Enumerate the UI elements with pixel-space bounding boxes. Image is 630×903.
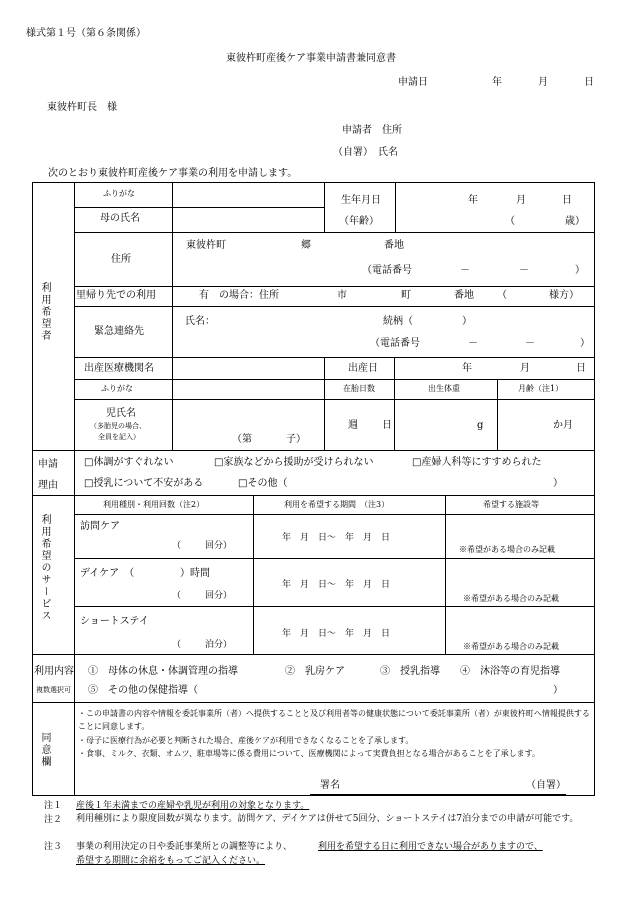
consent-para-2: ・母子に医療行為が必要と判断された場合、産後ケアが利用できなくなることを了承します。 (78, 736, 414, 745)
consent-para-3: ・食事、ミルク、衣類、オムツ、駐車場等に係る費用について、医療機関によって実費負担となる場合があることを了承します。 (78, 749, 540, 758)
day-care-hours: ）時間 (180, 568, 210, 579)
tel-close: ） (575, 265, 585, 276)
mother-name-label: 母の氏名 (100, 213, 140, 224)
shi-text: 市 (337, 290, 347, 301)
addressee: 東彼杵町長 様 (47, 102, 117, 113)
child-furigana-label: ふりがな (101, 384, 133, 393)
note-3-label: 注３ (44, 842, 63, 852)
reason-breastfeeding[interactable]: □授乳について不安がある (84, 478, 204, 489)
content-breast-care[interactable]: ② 乳房ケア (285, 666, 345, 677)
signature-line[interactable] (310, 794, 566, 795)
birth-day-label: 日 (562, 195, 572, 206)
day-care-times: 回分） (205, 591, 233, 601)
note-3-text-b: 利用を希望する日に利用できない場合がありますので、 (318, 842, 543, 852)
months-label: か月 (553, 420, 573, 431)
intro-text: 次のとおり東彼杵町産後ケア事業の利用を申請します。 (48, 168, 298, 179)
visit-care-label: 訪問ケア (80, 521, 120, 532)
content-rest[interactable]: ① 母体の休息・体調管理の指導 (88, 666, 238, 677)
apply-month-label: 月 (538, 77, 548, 88)
em-tel-close: ） (580, 338, 590, 349)
day-care-open: （ (172, 591, 182, 601)
day-care-label: デイケア （ (80, 568, 135, 579)
content-other-close: ） (553, 685, 563, 696)
col-service-type: 利用種別・利用回数（注2） (103, 500, 205, 509)
visit-open: （ (172, 541, 182, 551)
apply-date-label: 申請日 (398, 77, 428, 88)
day-care-period: 年 月 日～ 年 月 日 (282, 580, 391, 590)
content-bathing[interactable]: ④ 沐浴等の育児指導 (460, 666, 560, 677)
reason-label-2: 理由 (38, 480, 58, 491)
week-label: 週 (348, 420, 358, 431)
form-title: 東彼杵町産後ケア事業申請書兼同意書 (226, 53, 396, 64)
em-tel-label: （電話番号 (370, 338, 420, 349)
content-sublabel: 複数選択可 (36, 686, 71, 694)
note-2-text: 利用種別により限度回数が異なります。訪問ケア、デイケアは併せて5回分、ショートステイは7泊分までの申請が可能です。 (76, 814, 579, 824)
visit-period: 年 月 日～ 年 月 日 (282, 533, 391, 543)
col-facility: 希望する施設等 (483, 500, 539, 509)
short-stay-period: 年 月 日～ 年 月 日 (282, 629, 391, 639)
age-open: （ (505, 216, 515, 227)
reason-poor-health[interactable]: □体調がすぐれない (84, 457, 174, 468)
consent-label: 同意欄 (39, 732, 50, 768)
short-stay-label: ショートステイ (80, 616, 149, 627)
town-text: 東彼杵町 (186, 240, 226, 251)
child-note-1: （多胎児の場合、 (90, 422, 146, 430)
applicant-address-label: 申請者 住所 (342, 125, 402, 136)
go-text: 郷 (301, 240, 311, 251)
age-close: 歳） (565, 216, 585, 227)
ko-label: 子） (286, 434, 306, 445)
reason-other-close: ） (553, 478, 563, 489)
birth-month-label: 月 (516, 195, 526, 206)
gest-day-label: 日 (382, 420, 392, 431)
age-label: （年齢） (339, 216, 379, 227)
tel-label: （電話番号 (362, 265, 412, 276)
birthdate-label: 生年月日 (341, 195, 381, 206)
bd-month: 月 (520, 363, 530, 374)
reason-label-1: 申請 (38, 459, 58, 470)
child-age-label: 月齢（注1） (518, 384, 564, 393)
birth-date-label: 出産日 (348, 363, 378, 374)
consent-para-1: ・この申請書の内容や情報を委託事業所（者）へ提供することと及び利用者等の健康状態について委託事業所（者）が東彼杵町へ情報提供することに同意します。 (78, 709, 590, 731)
applicant-name-label: （自署） 氏名 (333, 147, 398, 158)
relation-close: ） (462, 316, 472, 327)
note-2-label: 注２ (44, 815, 63, 825)
child-name-label: 児氏名 (106, 408, 136, 419)
gest-days-label: 在胎日数 (343, 384, 375, 393)
emergency-label: 緊急連絡先 (94, 326, 144, 337)
note-1-text: 産後１年未満までの産婦や乳児が利用の対象となります。 (76, 801, 310, 811)
emergency-name-label: 氏名： (185, 316, 215, 327)
signature-label: 署名 (320, 780, 340, 791)
short-stay-facility-note: ※希望がある場合のみ記載 (463, 642, 559, 651)
form-number: 様式第１号（第６条関係） (26, 28, 146, 39)
tel-dash-2: － (519, 265, 529, 276)
apply-year-label: 年 (492, 77, 502, 88)
note-3-text-c: 希望する期間に余裕をもってご記入ください。 (76, 856, 266, 866)
satogaeri-open: （ (497, 290, 507, 301)
relation-label: 続柄（ (383, 316, 413, 327)
bd-day: 日 (576, 363, 586, 374)
satogaeri-banchi: 番地 (454, 290, 474, 301)
birth-year-label: 年 (468, 195, 478, 206)
address-label: 住所 (111, 254, 131, 265)
furigana-label: ふりがな (103, 189, 135, 198)
gram-label: g (477, 420, 484, 431)
em-tel-dash-1: － (468, 338, 478, 349)
short-stay-open: （ (172, 640, 182, 650)
bd-year: 年 (462, 363, 472, 374)
day-care-facility-note: ※希望がある場合のみ記載 (463, 594, 559, 603)
child-note-2: 全員を記入） (98, 433, 140, 441)
note-1-label: 注１ (44, 801, 63, 811)
apply-day-label: 日 (584, 77, 594, 88)
machi-text: 町 (401, 290, 411, 301)
satogaeri-label: 里帰り先での利用 (76, 290, 156, 301)
short-stay-nights: 泊分） (205, 640, 233, 650)
signature-self: （自署） (526, 780, 566, 791)
content-feeding[interactable]: ③ 授乳指導 (380, 666, 440, 677)
tel-dash-1: － (460, 265, 470, 276)
note-3-text-a: 事業の利用決定の日や委託事業所との調整等により、 (76, 842, 293, 852)
banchi-text: 番地 (384, 240, 404, 251)
service-section-label: 利用希望のサービス (39, 514, 50, 622)
visit-times: 回分） (205, 541, 233, 551)
hospital-label: 出産医療機関名 (84, 363, 154, 374)
visit-facility-note: ※希望がある場合のみ記載 (459, 545, 555, 554)
col-period: 利用を希望する期間 （注3） (284, 500, 390, 509)
content-label: 利用内容 (34, 666, 74, 677)
applicant-section-label: 利用希望者 (39, 282, 50, 342)
content-other[interactable]: ⑤ その他の保健指導（ (88, 685, 198, 696)
reason-no-family-help[interactable]: □家族などから援助が受けられない (214, 457, 374, 468)
reason-other[interactable]: □その他（ (238, 478, 288, 489)
sama-text: 様方） (549, 290, 579, 301)
satogaeri-address-label: 有 の場合：住所 (199, 290, 279, 301)
reason-recommended[interactable]: □産婦人科等にすすめられた (412, 457, 542, 468)
em-tel-dash-2: － (525, 338, 535, 349)
birth-weight-label: 出生体重 (428, 384, 460, 393)
dai-label: （第 (232, 434, 252, 445)
